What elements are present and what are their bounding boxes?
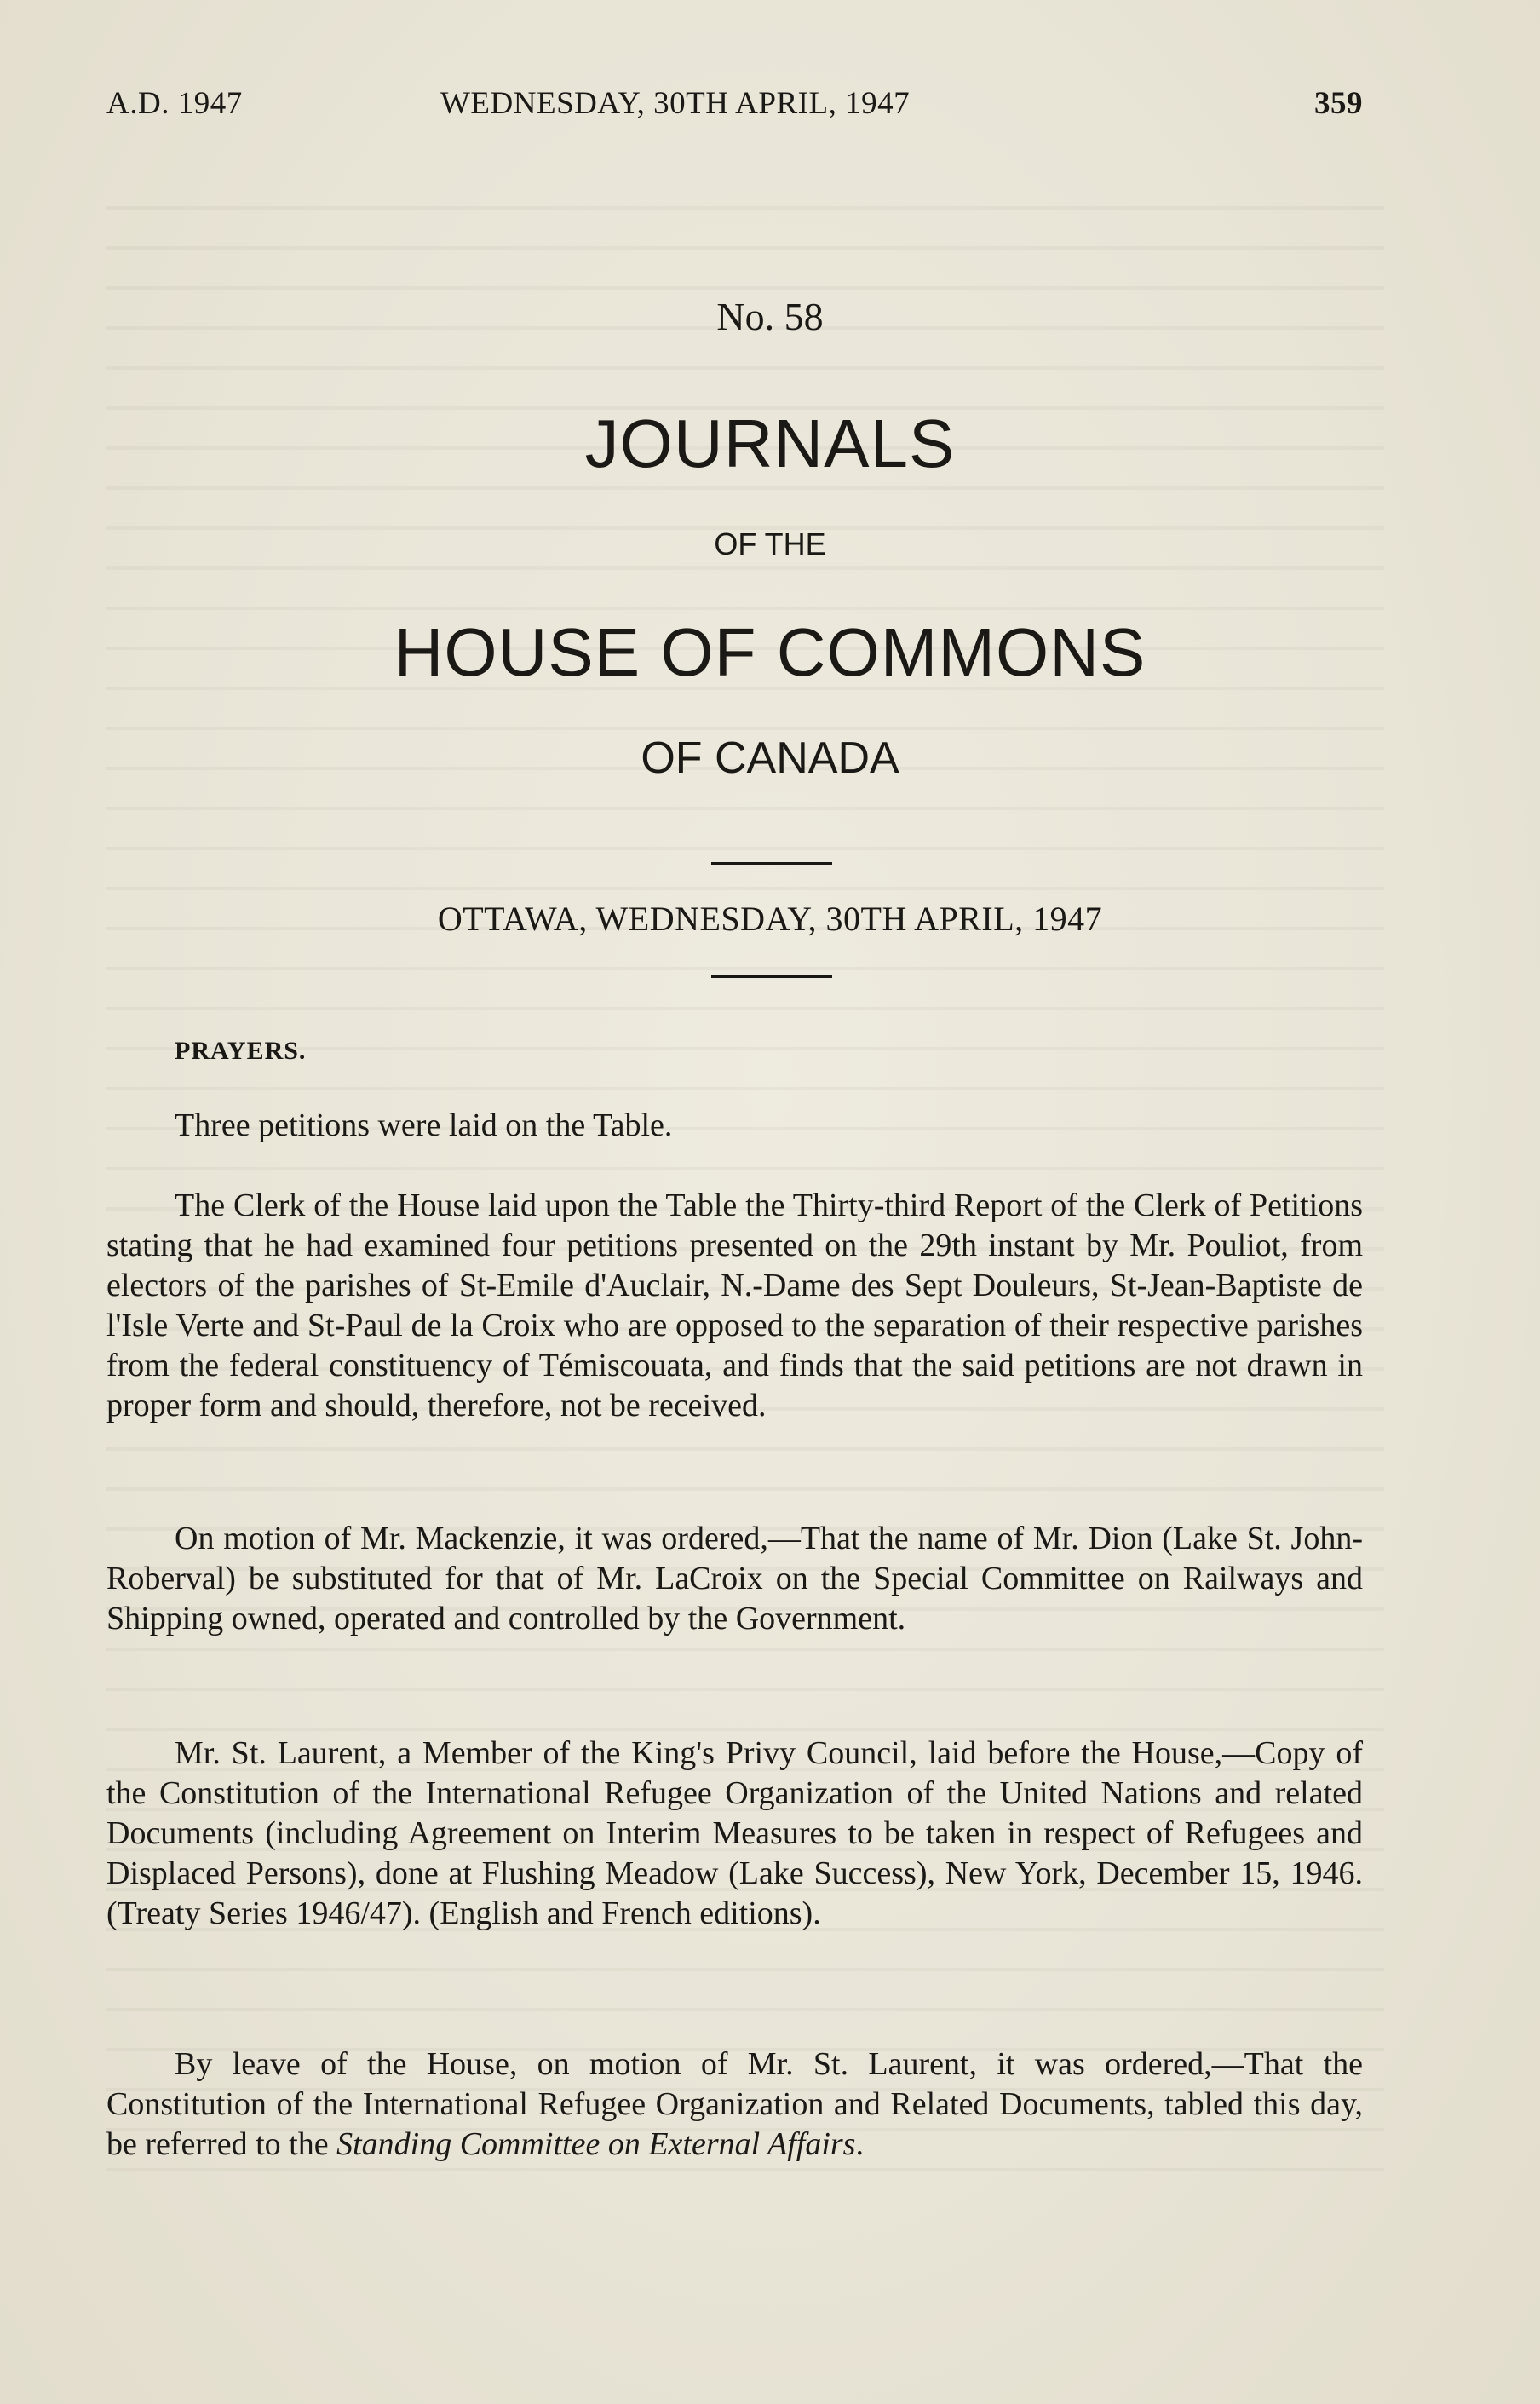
- running-head: [106, 85, 1363, 128]
- issue-number: No. 58: [716, 295, 824, 338]
- referral-text: By leave of the House, on motion of Mr. St. Laurent, it was ordered,—That the Constitution of the International Refugee Organization and Related Documents, tabled this day, be referred to the: [106, 2046, 1363, 2162]
- referral-committee: Standing Committee on External Affairs: [336, 2126, 856, 2162]
- referral-paragraph: [106, 2045, 1363, 2165]
- dateline: OTTAWA, WEDNESDAY, 30TH APRIL, 1947: [437, 900, 1103, 938]
- header-date: WEDNESDAY, 30TH APRIL, 1947: [440, 86, 911, 121]
- mackenzie-motion-paragraph: On motion of Mr. Mackenzie, it was ordered,—That the name of Mr. Dion (Lake St. John-Roberval) be substituted for that of Mr. LaCroix on the Special Committee on Railways and Shipping owned, operated and controlled by the Government.: [106, 1521, 1363, 1636]
- clerk-report-paragraph: The Clerk of the House laid upon the Table the Thirty-third Report of the Clerk of Petitions stating that he had examined four petitions presented on the 29th instant by Mr. Pouliot, from electors of the parishes of St-Emile d'Auclair, N.-Dame des Sept Douleurs, St-Jean-Baptiste de l'Isle Verte and St-Paul de la Croix who are opposed to the separation of their respective parishes from the federal constituency of Témiscouata, and finds that the said petitions are not drawn in proper form and should, therefore, not be received.: [106, 1188, 1363, 1423]
- divider-rule-top: [711, 862, 832, 865]
- st-laurent-tabled-paragraph: Mr. St. Laurent, a Member of the King's Privy Council, laid before the House,—Copy of the Constitution of the International Refugee Organization of the United Nations and related Documents (including Agreement on Interim Measures to be taken in respect of Refugees and Displaced Persons), done at Flushing Meadow (Lake Success), New York, December 15, 1946. (Treaty Series 1946/47). (English and French editions).: [106, 1735, 1363, 1931]
- journal-title: JOURNALS: [584, 405, 956, 481]
- page-number: 359: [1314, 86, 1363, 121]
- title-of-the: OF THE: [714, 526, 826, 561]
- house-of-commons: HOUSE OF COMMONS: [394, 614, 1146, 690]
- divider-rule-bottom: [711, 975, 832, 978]
- header-year: A.D. 1947: [106, 86, 243, 121]
- petitions-paragraph: Three petitions were laid on the Table.: [175, 1107, 673, 1143]
- referral-end: .: [855, 2126, 864, 2162]
- prayers-heading: PRAYERS.: [175, 1037, 307, 1065]
- title-of-canada: OF CANADA: [641, 733, 899, 783]
